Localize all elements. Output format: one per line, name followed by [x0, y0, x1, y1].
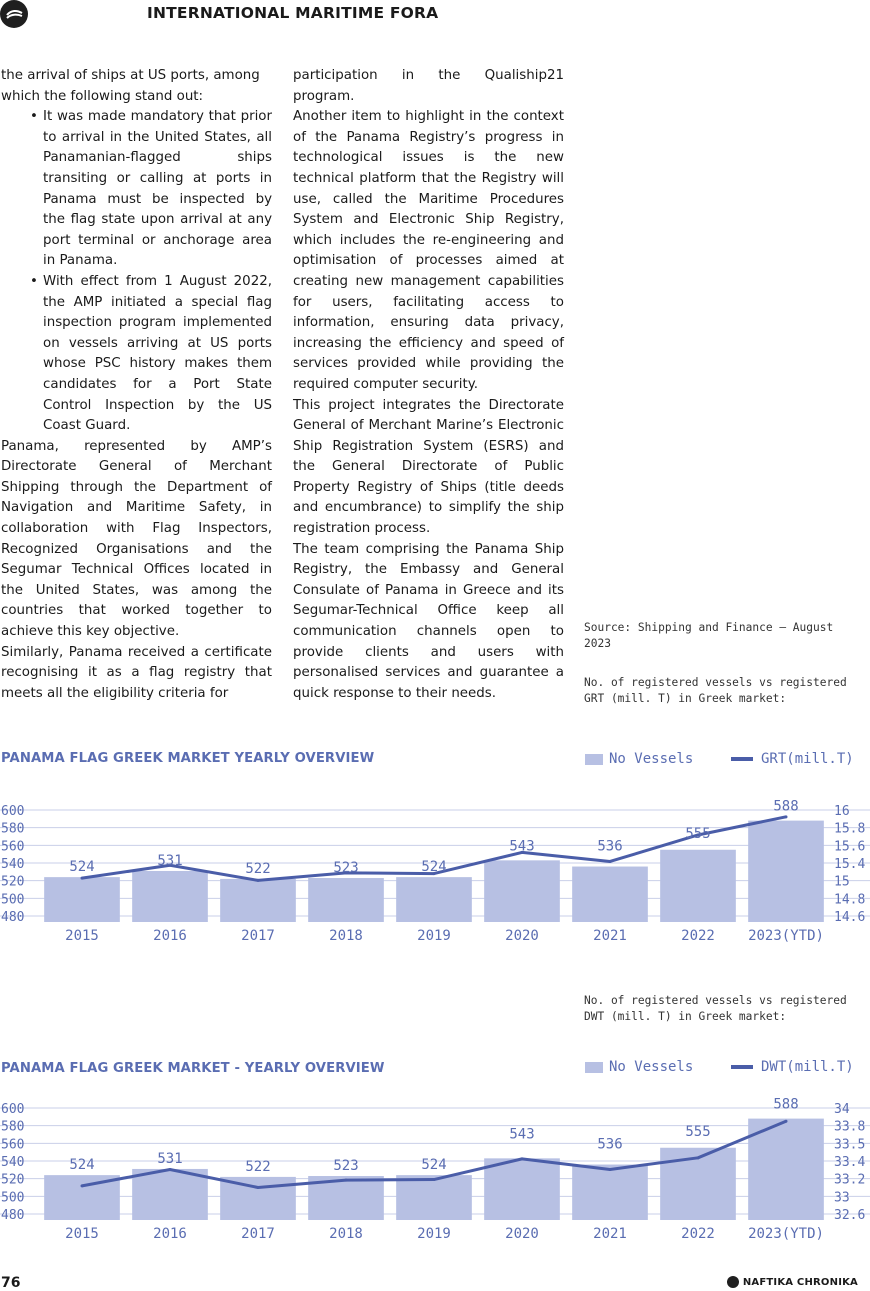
y-tick-label: 500 — [1, 1190, 25, 1206]
y2-tick-label: 15.4 — [834, 857, 866, 872]
y2-tick-label: 14.6 — [834, 910, 866, 925]
x-tick-label: 2017 — [241, 928, 275, 944]
bar — [220, 879, 296, 922]
y-tick-label: 520 — [1, 1172, 25, 1188]
grt-chart-caption: No. of registered vessels vs registered GRT (mill. T) in Greek market: — [584, 676, 847, 705]
data-label: 524 — [69, 1157, 95, 1174]
x-tick-label: 2022 — [681, 928, 715, 944]
y2-tick-label: 33 — [834, 1190, 850, 1206]
data-label: 531 — [157, 1150, 183, 1167]
data-label: 522 — [245, 860, 271, 877]
y2-tick-label: 15 — [834, 874, 850, 890]
data-label: 555 — [685, 825, 711, 842]
dwt-chart-caption: No. of registered vessels vs registered DWT (mill. T) in Greek market: — [584, 994, 847, 1023]
line-point — [169, 1168, 172, 1171]
paragraph: Another item to highlight in the context of the Panama Registry’s progress in technological issues is the new technical platform that the Registry will use, called the Maritime Procedures System and Electronic Ship Registry, which includes the re-engineering and optimisation of processes aimed at creating new management capabilities for users, facilitating access to information, ensuring data privacy, increasing the efficiency and speed of services provided while providing the required computer security. — [293, 109, 564, 392]
x-tick-label: 2019 — [417, 928, 451, 944]
data-label: 588 — [773, 798, 799, 815]
paragraph: This project integrates the Directorate General of Merchant Marine’s Electronic Ship Registration System (ESRS) and the General Directorate of Public Property Registry of Ships (title deeds and encumbrance) to simplify the ship registration process. — [293, 397, 564, 537]
page-number: 76 — [1, 1275, 21, 1291]
line-point — [697, 1156, 700, 1159]
chart-2-title: PANAMA FLAG GREEK MARKET - YEARLY OVERVIEW — [1, 1061, 385, 1076]
data-label: 531 — [157, 852, 183, 869]
line-point — [433, 1178, 436, 1181]
chart-2-dwt — [0, 1094, 870, 1250]
bar — [572, 867, 648, 922]
intro-paragraph: the arrival of ships at US ports, among which the following stand out: — [1, 68, 260, 104]
y-tick-label: 520 — [1, 874, 25, 890]
y2-tick-label: 33.4 — [834, 1155, 866, 1170]
bullet-item: • With effect from 1 August 2022, the AMP initiated a special flag inspection program implemented on vessels arriving at US ports whose PSC history makes them candidates for a Port State Control Inspection by the US Coast Guard. — [43, 272, 272, 437]
data-label: 543 — [509, 1126, 535, 1143]
bar — [308, 878, 384, 922]
data-label: 524 — [69, 859, 95, 876]
line-point — [81, 877, 84, 880]
y2-tick-label: 15.8 — [834, 821, 866, 837]
x-tick-label: 2018 — [329, 1226, 363, 1242]
magazine-logo-icon — [0, 0, 28, 28]
bar-swatch-icon — [585, 1062, 603, 1073]
x-tick-label: 2015 — [65, 928, 99, 944]
chart-2-legend-line: DWT(mill.T) — [731, 1059, 854, 1075]
y-tick-label: 560 — [1, 839, 25, 855]
chart-2-legend-bars: No Vessels — [585, 1059, 693, 1075]
bar — [484, 1158, 560, 1220]
bar — [132, 871, 208, 922]
bar — [748, 821, 824, 922]
chart-1-legend-line: GRT(mill.T) — [731, 751, 854, 767]
bar — [396, 1175, 472, 1220]
y-tick-label: 580 — [1, 821, 25, 837]
bar — [660, 850, 736, 922]
line-point — [609, 860, 612, 863]
source-note: Source: Shipping and Finance — August 2023 — [584, 621, 834, 650]
bar — [572, 1165, 648, 1220]
line-swatch-icon — [731, 1065, 753, 1069]
x-tick-label: 2022 — [681, 1226, 715, 1242]
data-label: 522 — [245, 1158, 271, 1175]
x-tick-label: 2021 — [593, 1226, 627, 1242]
y-tick-label: 500 — [1, 892, 25, 908]
x-tick-label: 2020 — [505, 1226, 539, 1242]
bullet-item: • It was made mandatory that prior to arrival in the United States, all Panamanian-flagged ships transiting or calling at ports in Panama must be inspected by the flag state upon arrival at any port terminal or anchorage area in Panama. — [43, 107, 272, 272]
y-tick-label: 540 — [1, 857, 25, 872]
paragraph: Similarly, Panama received a certificate recognising it as a flag registry that meets all the eligibility criteria for — [1, 644, 272, 701]
x-tick-label: 2020 — [505, 928, 539, 944]
x-tick-label: 2023(YTD) — [748, 1226, 824, 1242]
y2-tick-label: 15.6 — [834, 839, 866, 855]
bullet-list — [1, 107, 272, 437]
article-column-1 — [1, 66, 272, 704]
y-tick-label: 600 — [1, 1102, 25, 1117]
y2-tick-label: 34 — [834, 1102, 850, 1117]
y2-tick-label: 32.6 — [834, 1208, 866, 1223]
x-tick-label: 2021 — [593, 928, 627, 944]
line-point — [785, 815, 788, 818]
data-label: 536 — [597, 1136, 623, 1153]
y2-tick-label: 14.8 — [834, 892, 866, 908]
chart-1-grt — [0, 796, 870, 952]
y-tick-label: 480 — [1, 910, 25, 925]
chart-1-title: PANAMA FLAG GREEK MARKET YEARLY OVERVIEW — [1, 751, 375, 766]
y2-tick-label: 16 — [834, 804, 850, 819]
y2-tick-label: 33.2 — [834, 1172, 866, 1188]
x-tick-label: 2018 — [329, 928, 363, 944]
brand-footer: NAFTIKA CHRONIKA — [727, 1276, 858, 1288]
x-tick-label: 2015 — [65, 1226, 99, 1242]
bar — [396, 877, 472, 922]
data-label: 536 — [597, 838, 623, 855]
data-label: 523 — [333, 860, 359, 877]
bar — [44, 877, 120, 922]
line-point — [257, 1186, 260, 1189]
bar — [132, 1169, 208, 1220]
data-label: 523 — [333, 1158, 359, 1175]
data-label: 588 — [773, 1096, 799, 1113]
x-tick-label: 2023(YTD) — [748, 928, 824, 944]
bar — [484, 860, 560, 922]
y-tick-label: 540 — [1, 1155, 25, 1170]
line-point — [785, 1120, 788, 1123]
article-column-2 — [293, 66, 564, 704]
paragraph: participation in the Qualiship21 program. — [293, 68, 564, 104]
x-tick-label: 2017 — [241, 1226, 275, 1242]
line-point — [257, 879, 260, 882]
section-title: INTERNATIONAL MARITIME FORA — [147, 4, 439, 22]
data-label: 524 — [421, 859, 447, 876]
y-tick-label: 480 — [1, 1208, 25, 1223]
line-point — [609, 1168, 612, 1171]
brand-logo-icon — [727, 1276, 739, 1288]
line-point — [521, 1157, 524, 1160]
y2-tick-label: 33.8 — [834, 1119, 866, 1135]
line-point — [345, 1179, 348, 1182]
data-label: 555 — [685, 1123, 711, 1140]
x-tick-label: 2019 — [417, 1226, 451, 1242]
bar-swatch-icon — [585, 754, 603, 765]
data-label: 543 — [509, 838, 535, 855]
line-swatch-icon — [731, 757, 753, 761]
y-tick-label: 600 — [1, 804, 25, 819]
paragraph: The team comprising the Panama Ship Registry, the Embassy and General Consulate of Panama in Greece and its Segumar-Technical Office keep all communication channels open to provide clients and users with personalised services and guarantee a quick response to their needs. — [293, 541, 564, 701]
x-tick-label: 2016 — [153, 1226, 187, 1242]
data-label: 524 — [421, 1157, 447, 1174]
y2-tick-label: 33.5 — [834, 1137, 866, 1153]
line-point — [81, 1184, 84, 1187]
chart-1-legend-bars: No Vessels — [585, 751, 693, 767]
paragraph: Panama, represented by AMP’s Directorate General of Merchant Shipping through the Department of Navigation and Maritime Safety, in collaboration with Flag Inspectors, Recognized Organisations and the Segumar Technical Offices located in the United States, was among the countries that worked together to achieve this key objective. — [1, 438, 272, 640]
y-tick-label: 560 — [1, 1137, 25, 1153]
x-tick-label: 2016 — [153, 928, 187, 944]
y-tick-label: 580 — [1, 1119, 25, 1135]
